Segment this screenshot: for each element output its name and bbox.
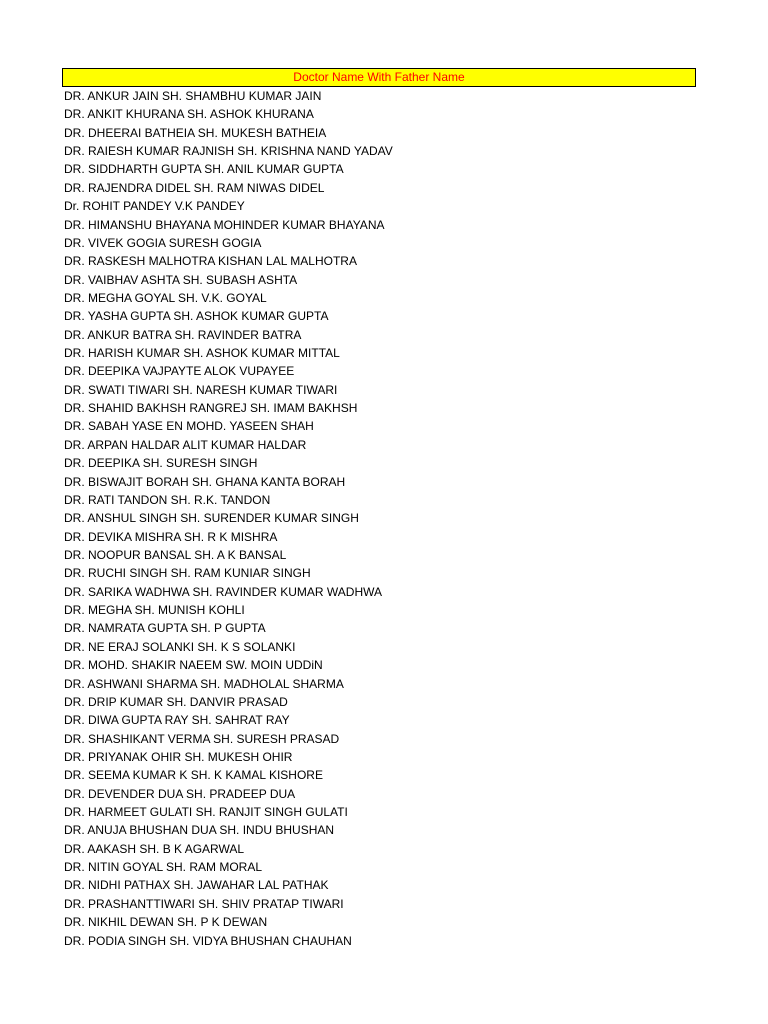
table-row: DR. NIKHIL DEWAN SH. P K DEWAN <box>64 915 268 930</box>
table-row: DR. VAIBHAV ASHTA SH. SUBASH ASHTA <box>64 272 298 287</box>
table-row: DR. RAJENDRA DIDEL SH. RAM NIWAS DIDEL <box>64 180 325 195</box>
table-row: DR. DEVENDER DUA SH. PRADEEP DUA <box>64 786 296 801</box>
table-row: DR. DRIP KUMAR SH. DANVIR PRASAD <box>64 694 288 709</box>
table-row: DR. MEGHA SH. MUNISH KOHLI <box>64 603 245 618</box>
table-row: DR. NE ERAJ SOLANKI SH. K S SOLANKI <box>64 639 296 654</box>
table-row: DR. NOOPUR BANSAL SH. A K BANSAL <box>64 547 287 562</box>
table-row: DR. NITIN GOYAL SH. RAM MORAL <box>64 860 263 875</box>
table-row: DR. SWATI TIWARI SH. NARESH KUMAR TIWARI <box>64 382 338 397</box>
table-row: DR. RAIESH KUMAR RAJNISH SH. KRISHNA NAND YADAV <box>64 144 393 159</box>
table-row: DR. ANUJA BHUSHAN DUA SH. INDU BHUSHAN <box>64 823 335 838</box>
table-row: DR. ANSHUL SINGH SH. SURENDER KUMAR SINGH <box>64 511 359 526</box>
table-row: DR. RUCHI SINGH SH. RAM KUNIAR SINGH <box>64 566 311 581</box>
table-header: Doctor Name With Father Name <box>62 68 696 87</box>
table-row: DR. PODIA SINGH SH. VIDYA BHUSHAN CHAUHAN <box>64 933 352 948</box>
doctor-table <box>62 68 696 950</box>
table-row: DR. SHASHIKANT VERMA SH. SURESH PRASAD <box>64 731 340 746</box>
table-row: DR. MEGHA GOYAL SH. V.K. GOYAL <box>64 290 267 305</box>
table-row: DR. NAMRATA GUPTA SH. P GUPTA <box>64 621 266 636</box>
table-row: DR. HARMEET GULATI SH. RANJIT SINGH GULATI <box>64 805 348 820</box>
table-row: DR. RASKESH MALHOTRA KISHAN LAL MALHOTRA <box>64 254 357 269</box>
table-row: DR. VIVEK GOGIA SURESH GOGIA <box>64 235 262 250</box>
table-row: DR. RATI TANDON SH. R.K. TANDON <box>64 492 271 507</box>
table-row: DR. ANKIT KHURANA SH. ASHOK KHURANA <box>64 107 314 122</box>
table-row: DR. ARPAN HALDAR ALIT KUMAR HALDAR <box>64 437 307 452</box>
table-row: DR. YASHA GUPTA SH. ASHOK KUMAR GUPTA <box>64 309 329 324</box>
table-row: DR. SIDDHARTH GUPTA SH. ANIL KUMAR GUPTA <box>64 162 344 177</box>
table-row: DR. DEEPIKA SH. SURESH SINGH <box>64 456 258 471</box>
table-rows <box>62 87 696 950</box>
table-row: DR. BISWAJIT BORAH SH. GHANA KANTA BORAH <box>64 474 346 489</box>
table-row: DR. DEEPIKA VAJPAYTE ALOK VUPAYEE <box>64 364 295 379</box>
table-row: DR. DEVIKA MISHRA SH. R K MISHRA <box>64 529 278 544</box>
table-row: DR. SHAHID BAKHSH RANGREJ SH. IMAM BAKHSH <box>64 401 358 416</box>
table-row: DR. ANKUR BATRA SH. RAVINDER BATRA <box>64 327 302 342</box>
table-row: DR. SABAH YASE EN MOHD. YASEEN SHAH <box>64 419 314 434</box>
table-row: DR. DHEERAI BATHEIA SH. MUKESH BATHEIA <box>64 125 327 140</box>
table-row: DR. HIMANSHU BHAYANA MOHINDER KUMAR BHAYANA <box>64 217 385 232</box>
table-row: DR. NIDHI PATHAX SH. JAWAHAR LAL PATHAK <box>64 878 329 893</box>
table-row: DR. PRIYANAK OHIR SH. MUKESH OHIR <box>64 749 293 764</box>
table-row: DR. PRASHANTTIWARI SH. SHIV PRATAP TIWARI <box>64 896 344 911</box>
table-row: Dr. ROHIT PANDEY V.K PANDEY <box>64 199 245 214</box>
table-row: DR. DIWA GUPTA RAY SH. SAHRAT RAY <box>64 713 290 728</box>
table-row: DR. AAKASH SH. B K AGARWAL <box>64 841 245 856</box>
table-row: DR. ANKUR JAIN SH. SHAMBHU KUMAR JAIN <box>64 89 322 103</box>
table-row: DR. ASHWANI SHARMA SH. MADHOLAL SHARMA <box>64 676 344 691</box>
table-row: DR. MOHD. SHAKIR NAEEM SW. MOIN UDDiN <box>64 658 323 673</box>
table-row: DR. HARISH KUMAR SH. ASHOK KUMAR MITTAL <box>64 346 340 361</box>
table-row: DR. SARIKA WADHWA SH. RAVINDER KUMAR WADHWA <box>64 584 383 599</box>
table-row: DR. SEEMA KUMAR K SH. K KAMAL KISHORE <box>64 768 323 783</box>
